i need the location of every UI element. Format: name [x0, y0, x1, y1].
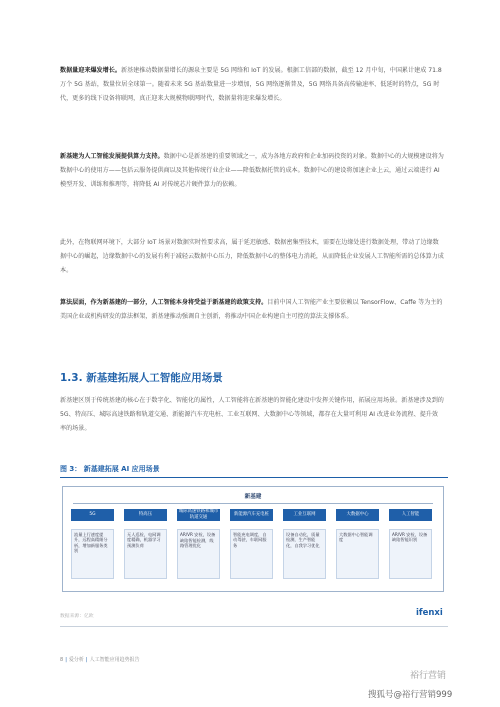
- column-body: 流量上行速度提升，远程高精细分析，增加新服务类别: [71, 529, 114, 579]
- page-number: 8: [60, 657, 64, 663]
- watermark-sohu: 搜狐号@裕行营销999: [368, 690, 453, 700]
- footer-separator: |: [65, 657, 67, 663]
- paragraph-body: 目前中国人工智能产业主要依赖以 TensorFlow、Caffe 等为主的美国企业或机构研发的算法框架，新基建推动强调自主创新，将推动中国企业构建自主可控的算法支撑体系。: [60, 299, 443, 320]
- figure-title: 图 3： 新基建拓展 AI 应用场景: [60, 465, 160, 473]
- column-body: 设备自动化，质量检测，生产智能化，自我学习优化: [283, 529, 326, 579]
- column-body: AR/VR 安检，设备缺陷智能检测，线路管理优化: [177, 529, 220, 579]
- watermark-account: 裕行营销: [410, 671, 447, 681]
- paragraph-algorithm: [60, 296, 444, 324]
- diagram-ai-scenarios: [62, 486, 444, 592]
- diagram-column-ai: [389, 509, 432, 579]
- column-body: 智能充电调度，自动驾驶，车联网服务: [230, 529, 273, 579]
- diagram-column-uhv: [124, 509, 167, 579]
- footer-brand: 爱分析: [68, 657, 84, 663]
- figure-divider: [60, 477, 448, 478]
- column-body: 大数据中心智能调度: [336, 529, 379, 579]
- paragraph-compute-support: [60, 150, 444, 192]
- diagram-column-5g: [71, 509, 114, 579]
- diagram-column-industrial-internet: [283, 509, 326, 579]
- paragraph-body: 新基建推动数据量增长的源泉主要是 5G 网络和 IoT 的发展。根据工信部的数据，截至 12 月中旬，中国累计建成 71.8 万个 5G 基站，数量位居全球第一。随着未来 5G 基站数量进一步增加，5G 网络逐渐普及，5G 网络具备高传输速率、低延时的特点，5G 时代，更多的线下设备将联网，真正迎来大规模物联网时代，数据量将迎来爆发增长。: [60, 67, 442, 102]
- footer-separator: |: [85, 657, 88, 663]
- column-head: 特高压: [124, 509, 167, 521]
- column-body: AR/VR 安检，设备缺陷智能识别: [389, 529, 432, 579]
- footer-divider: [60, 626, 448, 627]
- column-head: 5G: [71, 509, 114, 521]
- section-paragraph: 新基建区别于传统基建的核心在于数字化、智能化的属性，人工智能将在新基建的智能化建设中发挥关键作用，拓展应用场景。新基建涉及到的 5G、特高压、城际高速铁路和轨道交通、新能源汽车充电桩、工业互联网、大数据中心等领域，都存在大量可利用 AI 改进业务流程、提升效率的场景。: [60, 397, 444, 432]
- section-title: 1.3. 新基建拓展人工智能应用场景: [60, 372, 223, 384]
- diagram-column-data-center: [336, 509, 379, 579]
- paragraph-edge-computing: [60, 236, 444, 278]
- diagram-connector: [73, 503, 433, 504]
- brand-logo: ifenxi: [416, 608, 443, 618]
- paragraph-lead: 算法层面，作为新基建的一部分，人工智能本身将受益于新基建的政策支持。: [60, 299, 268, 306]
- column-head: 大数据中心: [336, 509, 379, 521]
- footer-title: 人工智能应用趋势报告: [89, 657, 140, 663]
- column-body: 无人巡检，电网调度精确，机器学习预测负荷: [124, 529, 167, 579]
- page-footer: [60, 656, 140, 663]
- figure-source: 数据来源：亿欧: [60, 614, 94, 619]
- column-head: 新能源汽车充电桩: [230, 509, 273, 521]
- paragraph-lead: 新基建为人工智能发展提供算力支持。: [60, 153, 164, 160]
- paragraph-body: 此外，在物联网环境下，大部分 IoT 场景对数据实时性要求高，属于延迟敏感、数据密集型技术，需要在边缘处进行数据处理，带动了边缘数据中心的崛起，边缘数据中心的发展有利于减轻云数据中心压力，降低数据中心的整体电力消耗，从而降低企业发展人工智能所需的总体算力成本。: [60, 239, 444, 274]
- column-head: 人工智能: [389, 509, 432, 521]
- diagram-title: 新基建: [244, 494, 262, 500]
- column-head: 工业互联网: [283, 509, 326, 521]
- column-head: 城际高速铁路和城市轨道交通: [178, 509, 219, 520]
- paragraph-lead: 数据量迎来爆发增长。: [60, 67, 121, 74]
- diagram-column-rail: [177, 509, 220, 579]
- paragraph-data-growth: [60, 64, 444, 106]
- diagram-column-charging: [230, 509, 273, 579]
- paragraph-body: 数据中心是新基建的重要领域之一，成为各地方政府和企业加码投资的对象。数据中心的大规模建设将为数据中心的使用方——包括云服务提供商以及其他传统行业企业——降低数据托管的成本。数据中心的建设将加速企业上云，通过云端进行 AI 模型开发、训练和推理等，将降低 AI 对传统芯片硬件算力的依赖。: [60, 153, 444, 188]
